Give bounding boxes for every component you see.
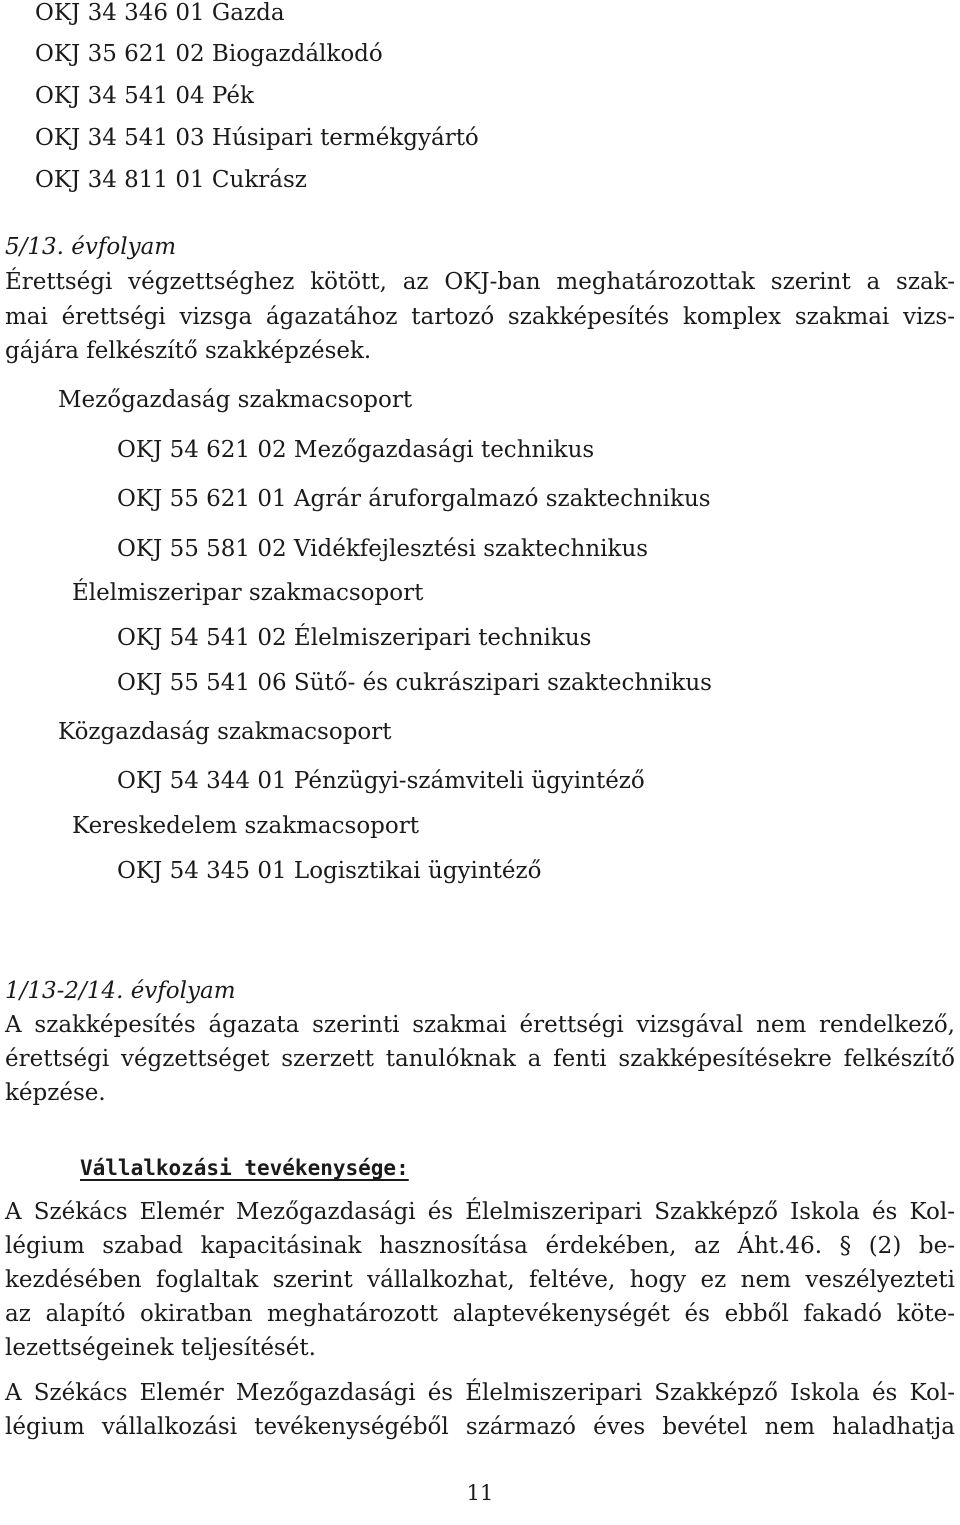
group-item: OKJ 54 344 01 Pénzügyi-számviteli ügyintéző (117, 768, 645, 794)
group-item: OKJ 54 541 02 Élelmiszeripari technikus (117, 625, 592, 651)
paragraph-line: légium szabad kapacitásinak hasznosítása érdekében, az Áht.46. § (2) be- (5, 1233, 955, 1259)
group-item: OKJ 55 621 01 Agrár áruforgalmazó szaktechnikus (117, 486, 711, 512)
okj-list-item: OKJ 34 541 03 Húsipari termékgyártó (35, 125, 479, 151)
paragraph-line: gájára felkészítő szakképzések. (5, 338, 372, 364)
business-heading: Vállalkozási tevékenysége: (80, 1156, 409, 1180)
okj-list-item: OKJ 35 621 02 Biogazdálkodó (35, 41, 383, 67)
paragraph-line: lezettségeinek teljesítését. (5, 1335, 316, 1361)
group-item: OKJ 54 345 01 Logisztikai ügyintéző (117, 858, 542, 884)
group-item: OKJ 54 621 02 Mezőgazdasági technikus (117, 437, 595, 463)
paragraph-line: Érettségi végzettséghez kötött, az OKJ-ban meghatározottak szerint a szak- (5, 269, 955, 295)
paragraph-line: A Székács Elemér Mezőgazdasági és Élelmiszeripari Szakképző Iskola és Kol- (5, 1199, 955, 1225)
okj-list-item: OKJ 34 346 01 Gazda (35, 0, 285, 26)
okj-list-item: OKJ 34 811 01 Cukrász (35, 167, 307, 193)
paragraph-line: képzése. (5, 1080, 106, 1106)
paragraph-line: A Székács Elemér Mezőgazdasági és Élelmiszeripari Szakképző Iskola és Kol- (5, 1380, 955, 1406)
group-heading: Közgazdaság szakmacsoport (58, 719, 392, 745)
group-item: OKJ 55 581 02 Vidékfejlesztési szaktechnikus (117, 536, 649, 562)
okj-list-item: OKJ 34 541 04 Pék (35, 83, 254, 109)
paragraph-line: légium vállalkozási tevékenységéből származó éves bevétel nem haladhatja (5, 1414, 955, 1440)
paragraph-line: érettségi végzettséget szerzett tanulóknak a fenti szakképesítésekre felkészítő (5, 1046, 955, 1072)
paragraph-line: mai érettségi vizsga ágazatához tartozó szakképesítés komplex szakmai vizs- (5, 304, 955, 330)
page-number: 11 (466, 1481, 494, 1505)
group-heading: Élelmiszeripar szakmacsoport (72, 580, 424, 606)
paragraph-line: az alapító okiratban meghatározott alaptevékenységét és ebből fakadó köte- (5, 1301, 955, 1327)
paragraph-line: A szakképesítés ágazata szerinti szakmai érettségi vizsgával nem rendelkező, (5, 1012, 955, 1038)
group-item: OKJ 55 541 06 Sütő- és cukrászipari szaktechnikus (117, 670, 712, 696)
section-heading: 1/13-2/14. évfolyam (5, 978, 236, 1004)
section-heading: 5/13. évfolyam (5, 234, 177, 260)
paragraph-line: kezdésében foglaltak szerint vállalkozhat, feltéve, hogy ez nem veszélyezteti (5, 1267, 955, 1293)
group-heading: Mezőgazdaság szakmacsoport (58, 387, 413, 413)
group-heading: Kereskedelem szakmacsoport (72, 813, 419, 839)
